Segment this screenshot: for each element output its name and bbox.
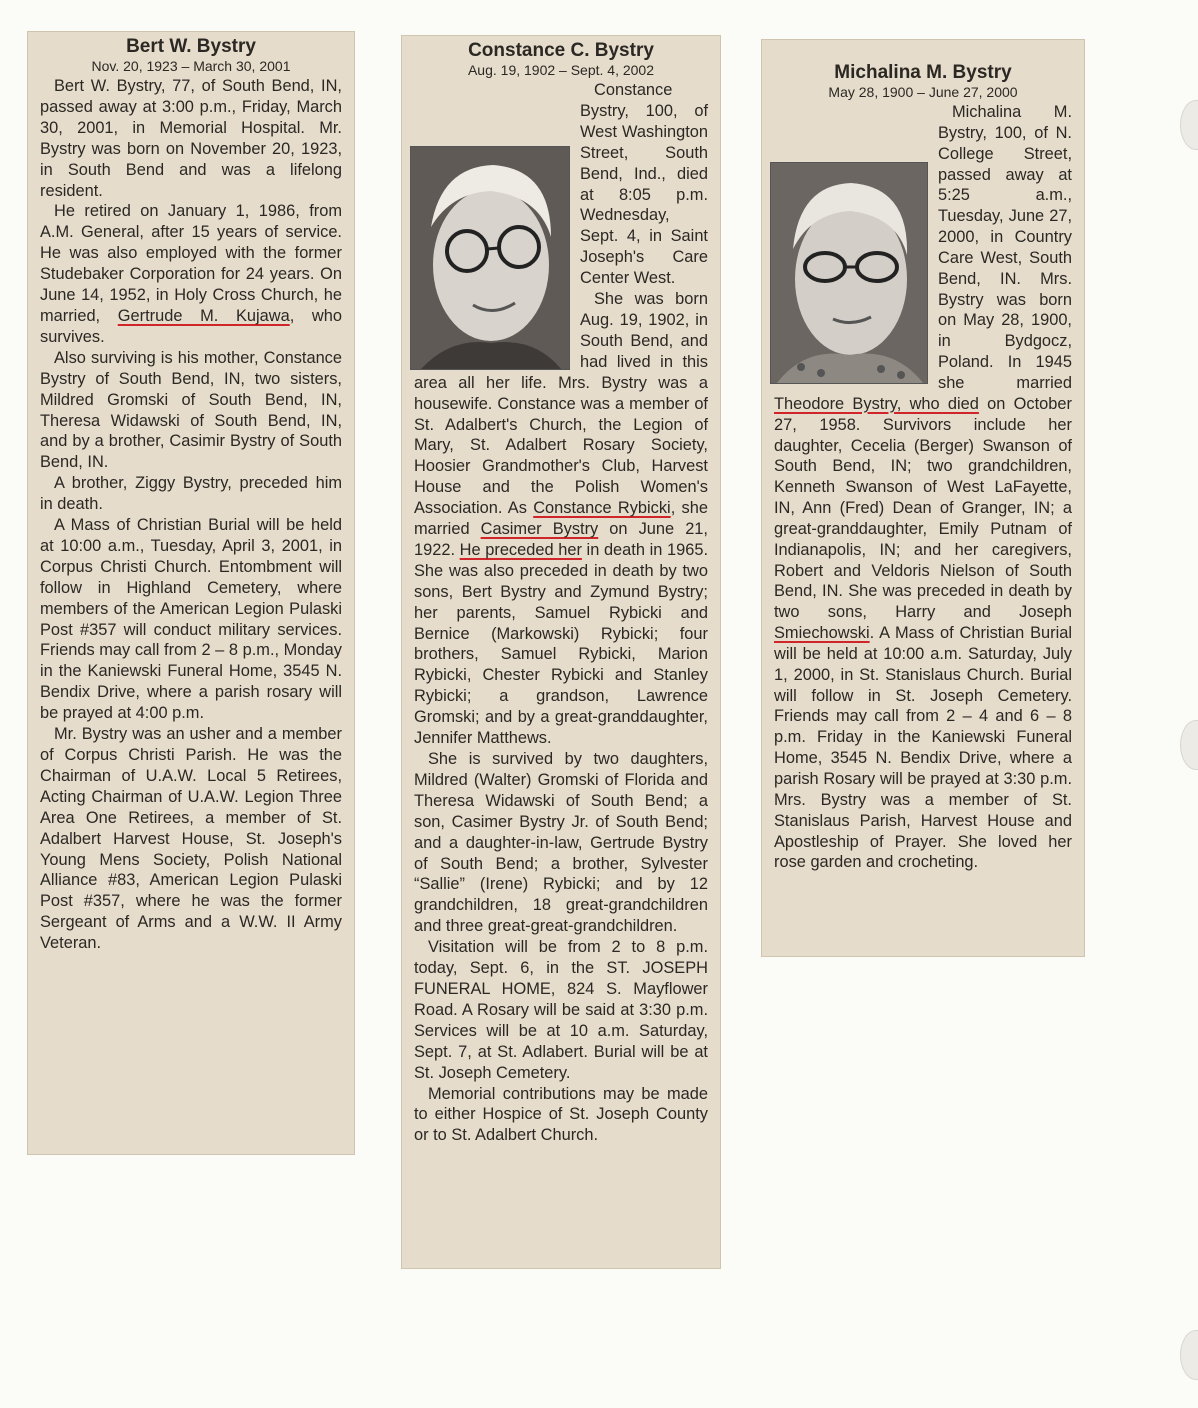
obituary-clipping-bert (28, 32, 354, 1154)
portrait-photo-icon (411, 147, 569, 369)
obituary-paragraph: Mr. Bystry was an usher and a member of Corpus Christi Parish. He was the Chairman of U.A.W. Local 5 Retirees, Acting Chairman of U.A.W. Legion Three Area One Retirees, a member of St. Adalbert Harvest House, St. Joseph's Young Mens Society, Polish National Alliance #83, American Legion Pulaski Post #357, where he was the former Sergeant of Arms and a W.W. II Army Veteran. (40, 725, 342, 953)
obituary-paragraph: Visitation will be from 2 to 8 p.m. today, Sept. 6, in the ST. JOSEPH FUNERAL HOME, 824 S. Mayflower Road. A Rosary will be said at 3:30 p.m. Services will be at 10 a.m. Saturday, Sept. 7, at St. Adlabert. Burial will be at St. Joseph Cemetery. (414, 938, 708, 1082)
underlined-name: Smiechowski (774, 624, 870, 643)
obituary-paragraph: Also surviving is his mother, Constance Bystry of South Bend, IN, two sisters, Mildred Gromski of South Bend, IN, Theresa Widawski of South Bend, IN, and by a brother, Casimir Bystry of South Bend, IN. (40, 348, 342, 472)
underlined-name: Theodore Bystry, who died (774, 394, 979, 413)
obituary-name: Constance C. Bystry (468, 40, 654, 61)
underlined-phrase: He preceded her (459, 540, 582, 559)
underlined-name: Gertrude M. Kujawa (117, 306, 290, 325)
portrait-photo-icon (771, 163, 927, 383)
obituary-dates: Aug. 19, 1902 – Sept. 4, 2002 (467, 62, 655, 78)
obituary-name: Bert W. Bystry (126, 36, 256, 57)
underlined-name: Constance Rybicki (533, 499, 671, 518)
binder-hole (1180, 720, 1198, 770)
underlined-name: Casimer Bystry (480, 520, 599, 539)
obituary-paragraph: A brother, Ziggy Bystry, preceded him in death. (40, 474, 342, 514)
obituary-paragraph: Bert W. Bystry, 77, of South Bend, IN, passed away at 3:00 p.m., Friday, March 30, 2001, in Memorial Hospital. Mr. Bystry was born on November 20, 1923, in South Bend and was a lifelong resident. (40, 77, 342, 200)
binder-hole (1180, 100, 1198, 150)
portrait-photo (410, 146, 570, 370)
obituary-paragraph: He retired on January 1, 1986, from A.M. General, after 15 years of service. He was also employed with the former Studebaker Corporation for 24 years. On June 14, 1952, in Holy Cross Church, he married, Gertrude M. Kujawa, who survives. (40, 202, 342, 346)
obituary-paragraph: She was born Aug. 19, 1902, in South Bend, and had lived in this area all her life. Mrs. Bystry was a housewife. Constance was a member of St. Adalbert's Church, the Legion of Mary, St. Adalbert Rosary Society, Hoosier Grandmother's Club, Harvest House and the Polish Women's Association. As Constance Rybicki, she married Casimer Bystry on June 21, 1922. He preceded her in death in 1965. She was also preceded in death by two sons, Bert Bystry and Zymund Bystry; her parents, Samuel Rybicki and Bernice (Markowski) Rybicki; four brothers, Samuel Rybicki, Marion Rybicki, Chester Rybicki and Stanley Rybicki; a grandson, Lawrence Gromski; and by a great-granddaughter, Jennifer Matthews. (414, 290, 708, 748)
obituary-paragraph: Michalina M. Bystry, 100, of N. College Street, passed away at 5:25 a.m., Tuesday, June 27, 2000, in Country Care West, South Bend, IN. Mrs. Bystry was born on May 28, 1900, in Bydgocz, Poland. In 1945 she married Theodore Bystry, who died on October 27, 1958. Survivors include her daughter, Cecelia (Berger) Swanson of South Bend, IN; two grandchildren, Kenneth Swanson of West LaFayette, IN, Ann (Fred) Dean of Granger, IN; a great-granddaughter, Emily Putnam of Indianapolis, IN; and her caregivers, Robert and Veldoris Nielson of South Bend, IN. She was preceded in death by two sons, Harry and Joseph Smiechowski. A Mass of Christian Burial will be held at 10:00 a.m. Saturday, July 1, 2000, in St. Stanislaus Church. Burial will follow in St. Joseph Cemetery. Friends may call from 2 – 4 and 6 – 8 p.m. Friday in the Kaniewski Funeral Home, 3545 N. Bendix Drive, where a parish Rosary will be prayed at 3:30 p.m. Mrs. Bystry was a member of St. Stanislaus Parish, Harvest House and Apostleship of Prayer. She loved her rose garden and crocheting. (774, 103, 1072, 872)
bleed-through-mark (370, 150, 374, 166)
binder-hole (1180, 1330, 1198, 1380)
obituary-paragraph: She is survived by two daughters, Mildred (Walter) Gromski of Florida and Theresa Widawski of South Bend; a son, Casimer Bystry Jr. of South Bend; and a daughter-in-law, Gertrude Bystry of South Bend; a brother, Sylvester “Sallie” (Irene) Rybicki; and by 12 grandchildren, 18 great-grandchildren and three great-great-grandchildren. (414, 750, 708, 936)
obituary-name: Michalina M. Bystry (834, 62, 1012, 83)
obituary-dates: May 28, 1900 – June 27, 2000 (828, 84, 1018, 100)
obituary-paragraph: A Mass of Christian Burial will be held at 10:00 a.m., Tuesday, April 3, 2001, in Corpus Christi Church. Entombment will follow in Highland Cemetery, where members of the American Legion Pulaski Post #357 will conduct military services. Friends may call from 2 – 8 p.m., Monday in the Kaniewski Funeral Home, 3545 N. Bendix Drive, where a parish rosary will be prayed at 4:00 p.m. (40, 516, 342, 723)
obituary-body (28, 76, 354, 954)
obituary-clipping-constance (402, 36, 720, 1268)
obituary-body (402, 80, 720, 1146)
obituary-dates: Nov. 20, 1923 – March 30, 2001 (91, 58, 291, 74)
obituary-paragraph: Constance Bystry, 100, of West Washington Street, South Bend, Ind., died at 8:05 p.m. Wednesday, Sept. 4, in Saint Joseph's Care Center West. (580, 81, 708, 288)
obituary-body (762, 102, 1084, 873)
obituary-paragraph: Memorial contributions may be made to either Hospice of St. Joseph County or to St. Adalbert Church. (414, 1084, 708, 1145)
obituary-clipping-michalina (762, 40, 1084, 956)
portrait-photo (770, 162, 928, 384)
